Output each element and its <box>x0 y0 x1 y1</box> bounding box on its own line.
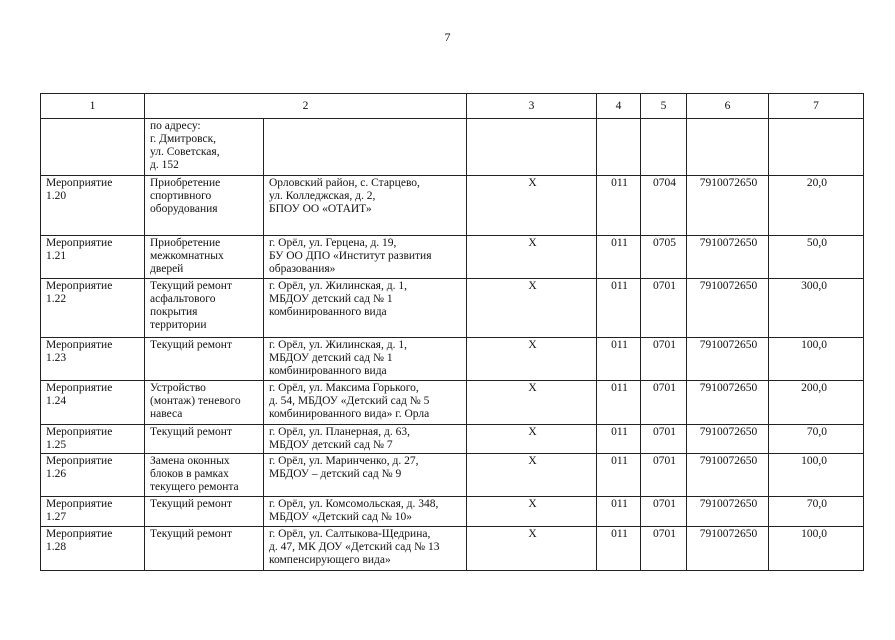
address-cell-line: Орловский район, с. Старцево, <box>269 177 420 189</box>
event-name-cell-line: текущего ремонта <box>150 481 239 493</box>
code-5-cell: 0701 <box>641 527 687 571</box>
event-name-cell-line: дверей <box>150 263 184 275</box>
event-cell <box>41 236 145 279</box>
event-cell-line: 1.23 <box>46 352 67 364</box>
event-cell-line: Мероприятие <box>46 455 113 467</box>
amount-cell: 100,0 <box>769 454 864 497</box>
event-name-cell-line: Текущий ремонт <box>150 426 232 438</box>
amount-cell: 100,0 <box>769 527 864 571</box>
address-cell-line: компенсирующего вида» <box>269 554 391 566</box>
table-row <box>41 338 864 381</box>
code-6-cell: 7910072650 <box>687 454 769 497</box>
code-6-cell: 7910072650 <box>687 176 769 236</box>
cont-line: д. 152 <box>150 159 179 171</box>
event-name-cell-line: межкомнатных <box>150 250 224 262</box>
address-cell-line: д. 47, МК ДОУ «Детский сад № 13 <box>269 541 440 553</box>
event-name-cell-line: территории <box>150 319 207 331</box>
address-cell <box>264 338 467 381</box>
event-name-cell-line: Приобретение <box>150 237 221 249</box>
event-name-cell-line: (монтаж) теневого <box>150 395 241 407</box>
event-name-cell <box>145 236 264 279</box>
cont-line: по адресу: <box>150 120 201 132</box>
address-cell-line: ул. Колледжская, д. 2, <box>269 190 376 202</box>
header-col-6: 6 <box>687 94 769 119</box>
address-cell-line: г. Орёл, ул. Максима Горького, <box>269 382 419 394</box>
address-cell-line: д. 54, МБДОУ «Детский сад № 5 <box>269 395 430 407</box>
amount-cell: 20,0 <box>769 176 864 236</box>
event-cell-line: Мероприятие <box>46 528 113 540</box>
event-name-cell <box>145 176 264 236</box>
address-cell <box>264 236 467 279</box>
code-6-cell: 7910072650 <box>687 279 769 338</box>
event-cell-line: 1.21 <box>46 250 67 262</box>
code-5-cell: 0701 <box>641 425 687 454</box>
cont-col6 <box>687 119 769 176</box>
address-cell-line: г. Орёл, ул. Герцена, д. 19, <box>269 237 397 249</box>
amount-cell: 50,0 <box>769 236 864 279</box>
cont-col4 <box>597 119 641 176</box>
event-cell-line: 1.22 <box>46 293 67 305</box>
code-4-cell: 011 <box>597 497 641 527</box>
mark-cell: Х <box>467 176 597 236</box>
code-4-cell: 011 <box>597 236 641 279</box>
event-cell <box>41 176 145 236</box>
event-name-cell-line: асфальтового <box>150 293 216 305</box>
code-5-cell: 0701 <box>641 497 687 527</box>
address-cell-line: МБДОУ детский сад № 7 <box>269 439 393 451</box>
event-cell-line: Мероприятие <box>46 382 113 394</box>
mark-cell: Х <box>467 454 597 497</box>
mark-cell: Х <box>467 425 597 454</box>
event-name-cell-line: Устройство <box>150 382 206 394</box>
code-4-cell: 011 <box>597 454 641 497</box>
cont-line: ул. Советская, <box>150 146 220 158</box>
address-cell-line: комбинированного вида» г. Орла <box>269 408 430 420</box>
address-cell <box>264 527 467 571</box>
address-cell-line: БПОУ ОО «ОТАИТ» <box>269 203 372 215</box>
cont-line: г. Дмитровск, <box>150 133 217 145</box>
code-6-cell: 7910072650 <box>687 236 769 279</box>
code-6-cell: 7910072650 <box>687 338 769 381</box>
event-cell <box>41 454 145 497</box>
code-4-cell: 011 <box>597 176 641 236</box>
event-name-cell-line: Приобретение <box>150 177 221 189</box>
event-name-cell-line: навеса <box>150 408 183 420</box>
header-row <box>41 94 864 119</box>
event-cell-line: Мероприятие <box>46 177 113 189</box>
code-4-cell: 011 <box>597 425 641 454</box>
code-4-cell: 011 <box>597 338 641 381</box>
event-name-cell <box>145 381 264 425</box>
address-cell-line: МБДОУ детский сад № 1 <box>269 352 393 364</box>
event-name-cell-line: Текущий ремонт <box>150 339 232 351</box>
code-5-cell: 0704 <box>641 176 687 236</box>
event-name-cell <box>145 454 264 497</box>
address-cell-line: БУ ОО ДПО «Институт развития <box>269 250 432 262</box>
mark-cell: Х <box>467 279 597 338</box>
address-cell-line: МБДОУ детский сад № 1 <box>269 293 393 305</box>
address-cell <box>264 454 467 497</box>
table-row <box>41 454 864 497</box>
address-cell-line: МБДОУ «Детский сад № 10» <box>269 511 412 523</box>
header-col-4: 4 <box>597 94 641 119</box>
mark-cell: Х <box>467 497 597 527</box>
address-cell-line: г. Орёл, ул. Комсомольская, д. 348, <box>269 498 439 510</box>
header-col-1: 1 <box>41 94 145 119</box>
event-name-cell <box>145 497 264 527</box>
code-4-cell: 011 <box>597 279 641 338</box>
event-name-cell-line: Текущий ремонт <box>150 498 232 510</box>
table-row <box>41 497 864 527</box>
code-5-cell: 0701 <box>641 454 687 497</box>
event-cell-line: 1.24 <box>46 395 67 407</box>
address-cell <box>264 497 467 527</box>
event-cell-line: 1.28 <box>46 541 67 553</box>
event-cell <box>41 425 145 454</box>
address-cell-line: МБДОУ – детский сад № 9 <box>269 468 402 480</box>
event-cell <box>41 527 145 571</box>
event-cell <box>41 381 145 425</box>
table-row <box>41 176 864 236</box>
amount-cell: 70,0 <box>769 425 864 454</box>
mark-cell: Х <box>467 338 597 381</box>
code-6-cell: 7910072650 <box>687 527 769 571</box>
code-4-cell: 011 <box>597 527 641 571</box>
event-name-cell-line: Текущий ремонт <box>150 528 232 540</box>
event-cell-line: Мероприятие <box>46 237 113 249</box>
amount-cell: 70,0 <box>769 497 864 527</box>
address-cell <box>264 176 467 236</box>
event-cell-line: Мероприятие <box>46 280 113 292</box>
header-col-3: 3 <box>467 94 597 119</box>
cont-col1 <box>41 119 145 176</box>
amount-cell: 300,0 <box>769 279 864 338</box>
table-row <box>41 279 864 338</box>
code-4-cell: 011 <box>597 381 641 425</box>
event-cell-line: Мероприятие <box>46 426 113 438</box>
appendix-table <box>40 93 864 571</box>
event-cell-line: 1.26 <box>46 468 67 480</box>
cont-col2b <box>264 119 467 176</box>
address-cell-line: комбинированного вида <box>269 306 387 318</box>
header-col-5: 5 <box>641 94 687 119</box>
address-cell-line: г. Орёл, ул. Жилинская, д. 1, <box>269 280 407 292</box>
code-6-cell: 7910072650 <box>687 425 769 454</box>
event-name-cell-line: Замена оконных <box>150 455 230 467</box>
mark-cell: Х <box>467 527 597 571</box>
event-name-cell <box>145 425 264 454</box>
table-row <box>41 381 864 425</box>
code-6-cell: 7910072650 <box>687 381 769 425</box>
address-cell <box>264 381 467 425</box>
event-cell <box>41 279 145 338</box>
event-name-cell <box>145 527 264 571</box>
address-cell-line: г. Орёл, ул. Маринченко, д. 27, <box>269 455 419 467</box>
amount-cell: 100,0 <box>769 338 864 381</box>
event-name-cell <box>145 279 264 338</box>
table-row <box>41 527 864 571</box>
cont-col7 <box>769 119 864 176</box>
address-cell-line: комбинированного вида <box>269 365 387 377</box>
table-row <box>41 236 864 279</box>
code-5-cell: 0701 <box>641 338 687 381</box>
event-name-cell <box>145 338 264 381</box>
mark-cell: Х <box>467 381 597 425</box>
mark-cell: Х <box>467 236 597 279</box>
amount-cell: 200,0 <box>769 381 864 425</box>
page-number: 7 <box>444 30 451 44</box>
cont-col5 <box>641 119 687 176</box>
address-cell-line: г. Орёл, ул. Планерная, д. 63, <box>269 426 410 438</box>
address-cell <box>264 425 467 454</box>
header-col-2: 2 <box>145 94 467 119</box>
event-cell-line: Мероприятие <box>46 498 113 510</box>
event-name-cell-line: блоков в рамках <box>150 468 229 480</box>
code-5-cell: 0701 <box>641 381 687 425</box>
continuation-row <box>41 119 864 176</box>
header-col-7: 7 <box>769 94 864 119</box>
event-name-cell-line: спортивного <box>150 190 212 202</box>
address-cell-line: г. Орёл, ул. Салтыкова-Щедрина, <box>269 528 431 540</box>
cont-col3 <box>467 119 597 176</box>
code-5-cell: 0701 <box>641 279 687 338</box>
event-cell-line: 1.25 <box>46 439 67 451</box>
event-cell-line: 1.27 <box>46 511 67 523</box>
address-cell-line: г. Орёл, ул. Жилинская, д. 1, <box>269 339 407 351</box>
address-cell-line: образования» <box>269 263 336 275</box>
event-cell <box>41 497 145 527</box>
event-name-cell-line: Текущий ремонт <box>150 280 232 292</box>
table-row <box>41 425 864 454</box>
code-5-cell: 0705 <box>641 236 687 279</box>
event-cell-line: 1.20 <box>46 190 67 202</box>
event-cell <box>41 338 145 381</box>
event-name-cell-line: покрытия <box>150 306 198 318</box>
event-cell-line: Мероприятие <box>46 339 113 351</box>
cont-address-part <box>145 119 264 176</box>
address-cell <box>264 279 467 338</box>
event-name-cell-line: оборудования <box>150 203 218 215</box>
code-6-cell: 7910072650 <box>687 497 769 527</box>
